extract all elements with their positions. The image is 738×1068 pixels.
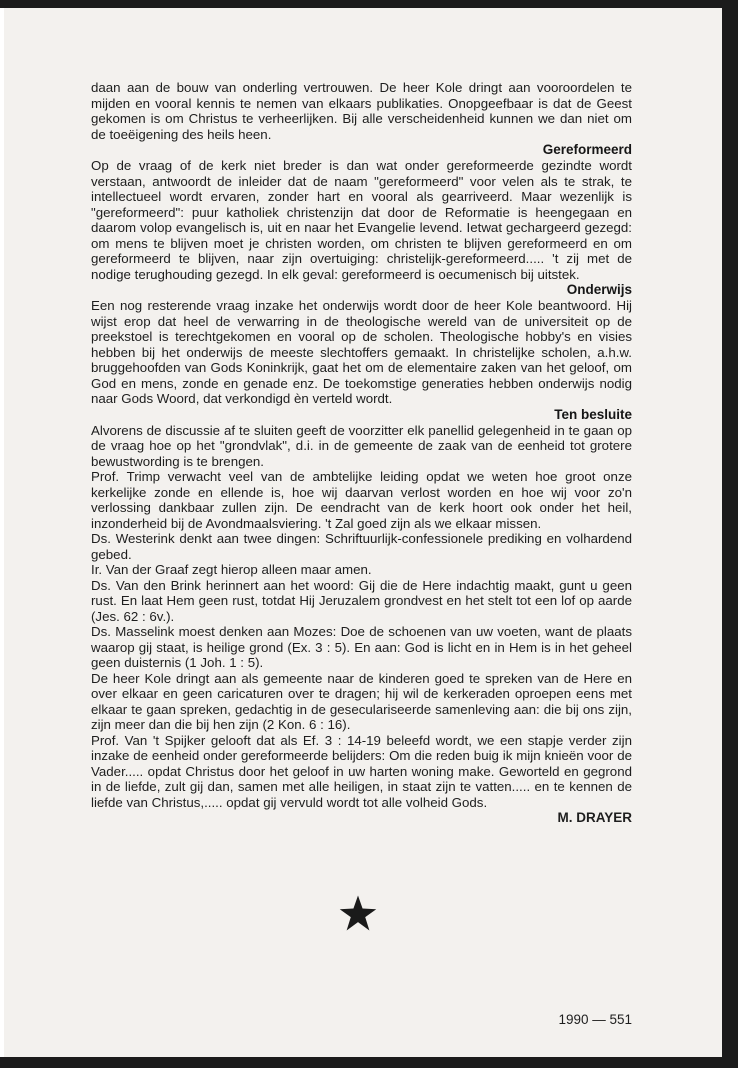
scan-border-bottom — [0, 1057, 738, 1068]
paragraph: Prof. Van 't Spijker gelooft dat als Ef. 3 : 14-19 beleefd wordt, we een stapje verder zijn inzake de eenheid onder gereformeerde belijders: Om die reden buig ik mijn knieën voor de Vader..... opdat Christus door het geloof in uw harten woning make. Geworteld en gegrond in de liefde, zult gij dan, samen met alle heiligen, in staat zijn te vatten..... en te kennen de liefde van Christus,..... opdat gij vervuld wordt tot alle volheid Gods. — [91, 732, 632, 810]
paragraph: Alvorens de discussie af te sluiten geeft de voorzitter elk panellid gelegenheid in te gaan op de vraag hoe op het "grondvlak", d.i. in de gemeente de zaak van de eenheid tot grotere bewustwording is te brengen. — [91, 422, 632, 469]
paragraph: Op de vraag of de kerk niet breder is dan wat onder gereformeerde gezindte wordt verstaan, antwoordt de inleider dat de naam "gereformeerd" voor velen als te strak, te intellectueel wordt ervaren, zonder hart en vooral als gearriveerd. Maar wezenlijk is "gereformeerd": puur katholiek christenzijn dat door de Reformatie is heengegaan en daarom volop evangelisch is, uit en naar het Evangelie levend. Ietwat gechargeerd gezegd: om mens te blijven moet je christen worden, om christen te blijven gereformeerd en om gereformeerd te blijven, naar zijn overtuiging: christelijk-gereformeerd..... 't zij met de nodige terughouding gezegd. In elk geval: gereformeerd is oecumenisch bij uitstek. — [91, 158, 632, 282]
section-heading-gereformeerd: Gereformeerd — [542, 142, 632, 157]
scan-border-top — [0, 0, 738, 8]
article-body — [91, 80, 632, 826]
scan-border-right — [722, 0, 738, 1068]
paragraph: De heer Kole dringt aan als gemeente naar de kinderen goed te spreken van de Here en over elkaar en geen caricaturen over te dragen; hij wil de kerkeraden oproepen eens met elkaar te gaan spreken, gedachtig in de geseculariseerde samenleving aan: die bij ons zijn, zijn meer dan die bij hen zijn (2 Kon. 6 : 16). — [91, 670, 632, 732]
author-signature: M. DRAYER — [557, 810, 632, 825]
paragraph: Ds. Westerink denkt aan twee dingen: Schriftuurlijk-confessionele prediking en volhardend gebed. — [91, 531, 632, 562]
paragraph: Prof. Trimp verwacht veel van de ambtelijke leiding opdat we weten hoe groot onze kerkelijke zonde en ellende is, hoe wij daarvan verlost worden en hoe wij voor zo'n verlossing dankbaar zullen zijn. De eendracht van de kerk hoort ook onder het heil, inzonderheid bij de Avondmaalsviering. 't Zal goed zijn als we elkaar missen. — [91, 469, 632, 531]
paragraph: Een nog resterende vraag inzake het onderwijs wordt door de heer Kole beantwoord. Hij wijst erop dat heel de verwarring in de theologische wereld van de universiteit op de preekstoel is terechtgekomen en vooral op de scholen. Theologische hobby's en visies hebben bij het onderwijs de meeste slechtoffers gemaakt. In christelijke scholen, a.h.w. bruggehoofden van Gods Koninkrijk, gaat het om de elementaire zaken van het geloof, om God en mens, zonde en genade enz. De toekomstige generaties hebben onderwijs nodig naar Gods Woord, dat verkondigd èn verteld wordt. — [91, 298, 632, 406]
section-heading-onderwijs: Onderwijs — [566, 282, 632, 297]
paragraph: Ir. Van der Graaf zegt hierop alleen maar amen. — [91, 562, 372, 577]
paragraph: Ds. Van den Brink herinnert aan het woord: Gij die de Here indachtig maakt, gunt u geen rust. En laat Hem geen rust, totdat Hij Jeruzalem grondvest en het stelt tot een lof op aarde (Jes. 62 : 6v.). — [91, 577, 632, 624]
section-heading-ten-besluite: Ten besluite — [554, 406, 632, 422]
intro-paragraph: daan aan de bouw van onderling vertrouwen. De heer Kole dringt aan vooroordelen te mijden en vooral kennis te nemen van elkaars publikaties. Onopgeefbaar is dat de Geest gekomen is om Christus te verheerlijken. Bij alle verscheidenheid kunnen we dan niet om de toeëigening des heils heen. — [91, 80, 632, 142]
star-icon — [339, 894, 377, 932]
paragraph: Ds. Masselink moest denken aan Mozes: Doe de schoenen van uw voeten, want de plaats waarop gij staat, is heilige grond (Ex. 3 : 5). En aan: God is licht en in Hem is in het geheel geen duisternis (1 Joh. 1 : 5). — [91, 624, 632, 670]
page-number: 1990 — 551 — [558, 1012, 632, 1027]
